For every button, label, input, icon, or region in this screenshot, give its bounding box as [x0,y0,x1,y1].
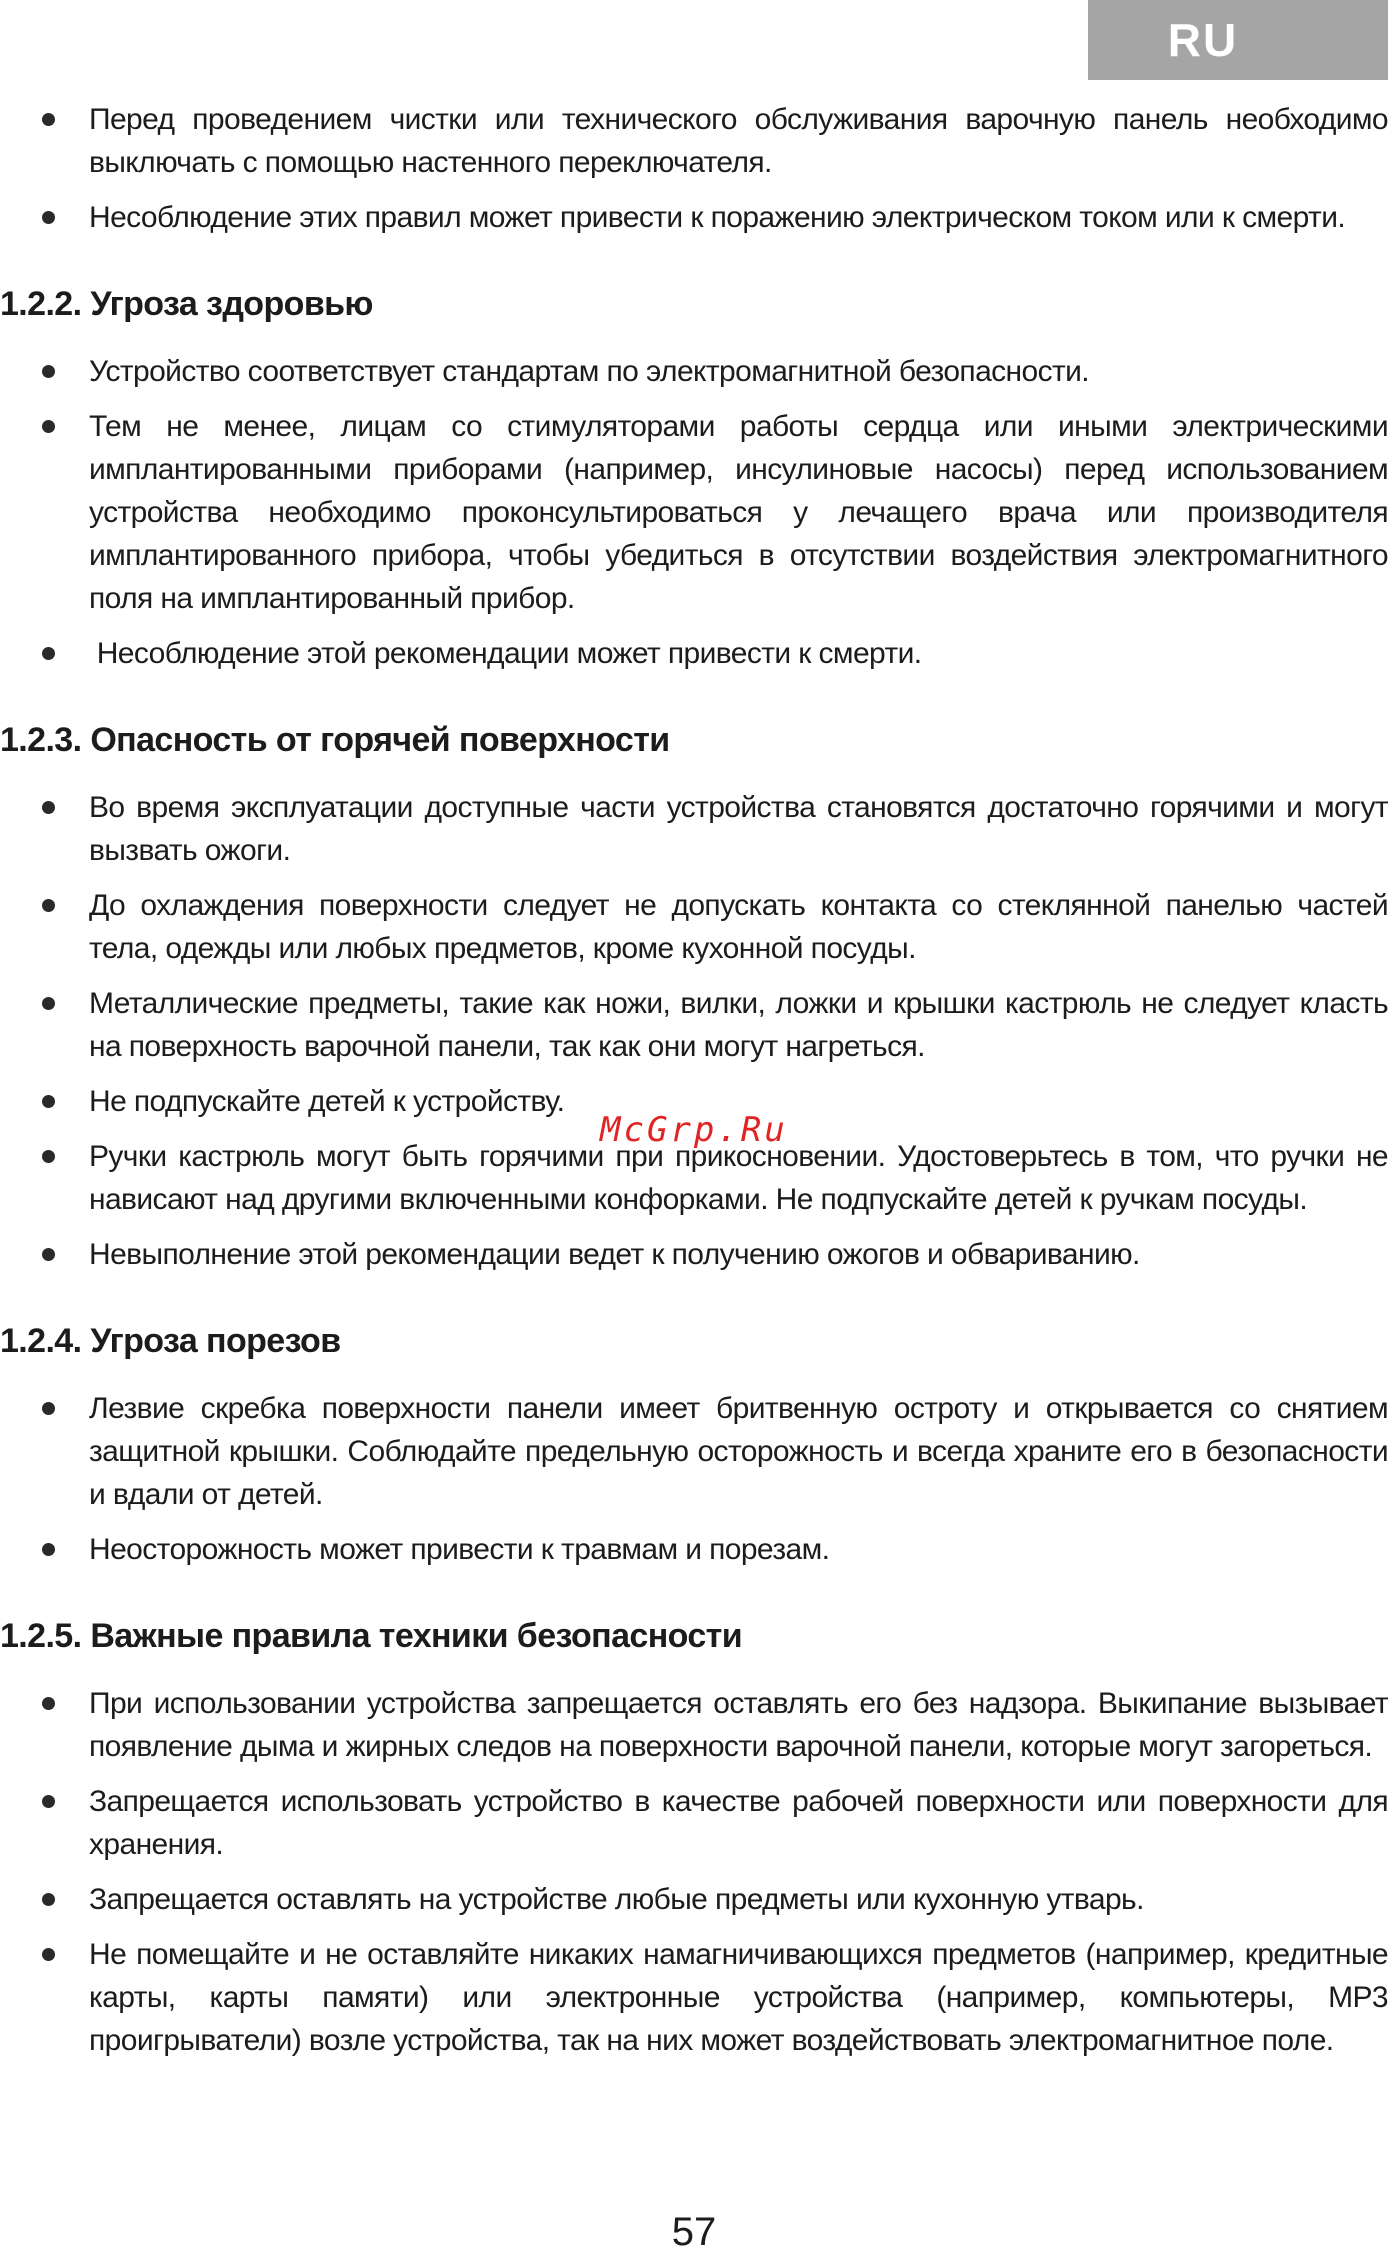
list-item: Невыполнение этой рекомендации ведет к получению ожогов и обвариванию. [0,1233,1388,1276]
section-list [0,1387,1388,1571]
bullet-icon [42,1543,55,1556]
bullet-icon [42,365,55,378]
bullet-icon [42,1948,55,1961]
list-item: До охлаждения поверхности следует не допускать контакта со стеклянной панелью частей тела, одежды или любых предметов, кроме кухонной посуды. [0,884,1388,970]
list-item: Тем не менее, лицам со стимуляторами работы сердца или иными электрическими имплантированными приборами (например, инсулиновые насосы) перед использованием устройства необходимо проконсультироваться у лечащего врача или производителя имплантированного прибора, чтобы убедиться в отсутствии воздействия электромагнитного поля на имплантированный прибор. [0,405,1388,620]
bullet-icon [42,420,55,433]
list-item: Не подпускайте детей к устройству. [0,1080,1388,1123]
section-list [0,786,1388,1276]
bullet-icon [42,1402,55,1415]
section-list [0,1682,1388,2062]
bullet-icon [42,1893,55,1906]
watermark: McGrp.Ru [600,1110,788,1150]
page-content [0,98,1388,2074]
bullet-icon [42,647,55,660]
bullet-icon [42,899,55,912]
bullet-icon [42,1095,55,1108]
list-item: Запрещается оставлять на устройстве любые предметы или кухонную утварь. [0,1878,1388,1921]
bullet-icon [42,1248,55,1261]
list-item: При использовании устройства запрещается оставлять его без надзора. Выкипание вызывает появление дыма и жирных следов на поверхности варочной панели, которые могут загореться. [0,1682,1388,1768]
bullet-icon [42,211,55,224]
list-item: Лезвие скребка поверхности панели имеет бритвенную остроту и открывается со снятием защитной крышки. Соблюдайте предельную осторожность и всегда храните его в безопасности и вдали от детей. [0,1387,1388,1516]
bullet-icon [42,1697,55,1710]
bullet-icon [42,1150,55,1163]
list-item: Ручки кастрюль могут быть горячими при прикосновении. Удостоверьтесь в том, что ручки не нависают над другими включенными конфорками. Не подпускайте детей к ручкам посуды. [0,1135,1388,1221]
list-item: Несоблюдение этой рекомендации может привести к смерти. [0,632,1388,675]
list-item: Во время эксплуатации доступные части устройства становятся достаточно горячими и могут вызвать ожоги. [0,786,1388,872]
section-title: 1.2.3. Опасность от горячей поверхности [0,721,670,759]
list-item: Несоблюдение этих правил может привести к поражению электрическом током или к смерти. [0,196,1388,239]
list-item: Не помещайте и не оставляйте никаких намагничивающихся предметов (например, кредитные карты, карты памяти) или электронные устройства (например, компьютеры, MP3 проигрыватели) возле устройства, так на них может воздействовать электромагнитное поле. [0,1933,1388,2062]
bullet-icon [42,1795,55,1808]
language-tab: RU [1088,0,1388,80]
section-list [0,350,1388,675]
bullet-icon [42,113,55,126]
section-title: 1.2.5. Важные правила техники безопасности [0,1617,743,1655]
list-item: Устройство соответствует стандартам по электромагнитной безопасности. [0,350,1388,393]
page-number: 57 [671,2210,717,2254]
list-item: Перед проведением чистки или технического обслуживания варочную панель необходимо выключать с помощью настенного переключателя. [0,98,1388,184]
list-item: Металлические предметы, такие как ножи, вилки, ложки и крышки кастрюль не следует класть на поверхность варочной панели, так как они могут нагреться. [0,982,1388,1068]
intro-list [0,98,1388,239]
bullet-icon [42,997,55,1010]
section-title: 1.2.4. Угроза порезов [0,1322,341,1360]
section-title: 1.2.2. Угроза здоровью [0,285,373,323]
list-item: Запрещается использовать устройство в качестве рабочей поверхности или поверхности для хранения. [0,1780,1388,1866]
list-item: Неосторожность может привести к травмам и порезам. [0,1528,1388,1571]
bullet-icon [42,801,55,814]
